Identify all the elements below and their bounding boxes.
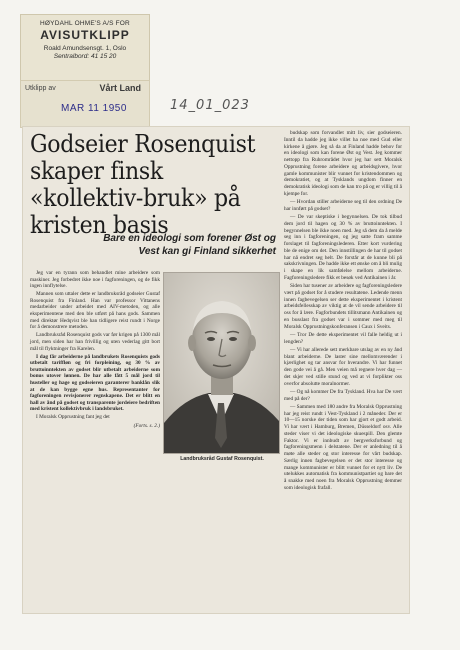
paragraph: — De var skeptiske i begynnelsen. De tok tilbud dem jord til hagen og 30 % av bruttoinntekten. I begynnelsen ble ikke noen med. Jeg så dem da å melde seg inn i fagforeningen, og jeg satte fram samme forslaget til fagforeningslederen. Etter kort vurdering ble de enige om det. Den innstillingen de har til godset har nå endret seg helt. De forstår at de kunne bli på sakskrivningen. De hadde ikke ett ønske om å bli mulig i skape en lik samfølelse mellom arbeiderne. Fagforeningsledere fikk et besøk ved Antikainen i år. — [284, 214, 402, 281]
portrait-photo — [163, 272, 280, 454]
agency-phone: Sentralbord: 41 15 20 — [53, 53, 117, 60]
paragraph: — Hvordan stiller arbeiderne seg til den ordning De har innført på godset? — [284, 199, 402, 212]
agency-name: HØYDAHL OHME'S A/S FOR — [40, 20, 130, 27]
clipping-date-stamp: MAR 11 1950 — [61, 103, 127, 114]
paragraph: — Og nå kommer De fra Tyskland. Hva har De vært med på der? — [284, 388, 402, 402]
paragraph: Jeg var en tyrann som behandlet mine arbeidere som maskiner. Jeg forbedret ikke noe i fagforeningen, og de fikk ingen innflytelse. — [30, 270, 160, 290]
paragraph: Landbruksråd Rosenquist gods var før krigen på 1300 mål jord, men siden har han frivillig og uten vederlag gitt bort mål til flyktninger fra Karelen. — [30, 332, 160, 352]
article-subhead: Bare en ideologi som forener Øst og Vest kan gi Finland sikkerhet — [103, 233, 276, 257]
continued-note: (Forts. s. 2.) — [133, 422, 160, 429]
paragraph: — Sammen med 180 andre fra Moralsk Opprustning har jeg reist rundt i Vest-Tyskland i 2 måneder. Der er 10—15 norske der tiden som har gjort et godt arbeid. Vi har vært i Hamburg, Bremen, Düsseldorf osv. Alle steder viser vi det ideologiske skuespill. Den glemte Faktor. Vi er innbudt av bergverksforbund og fagforeningsmenn i delstatene. Der er anledning til å møte alle steder og stor interesse for vårt budskap. Særlig innen fagbevegelsen er det stor interesse og mange kommunister er blitt vunnet for et nytt liv. De utelukkes automatisk fra kommunistpartiet og bare det å snakke med noen fra Moralsk Opprustning demmer som ideologisk frafall. — [284, 403, 402, 491]
photo-caption: Landbruksråd Gustaf Rosenquist. — [180, 456, 264, 462]
article-left-column — [30, 270, 160, 431]
article-right-column — [284, 130, 402, 493]
archive-number: 14_01_023 — [170, 98, 250, 113]
paragraph: budskap som forvandlet mitt liv, sier godseieren. Inntil da hadde jeg ikke villet ha noe med Gud eller kirkene å gjøre. Jeg så da at Finland hadde behov for en ideologi som kan forene Øst og Vest. Jeg kommer nettopp fra Ruhrområdet hvor jeg har sett Moralsk Opprustning forene arbeidere og arbeidsgivere, hvor gamle kommunister blir vunnet for kristendommen og demokratiet, og at Tysklands ungdom finner en demokratisk ideologi som de kan tro på og er villig til å kjempe for. — [284, 130, 402, 197]
portrait-image — [164, 273, 279, 453]
paragraph: — Vi har allerede sett merkbare utslag av en ny ånd blant arbeiderne. De laster sine mellomværender i kjærlighet og tar ansvar for hverandre. Vi har funnet den gode vei å gå. Men veien må regnere hver dag — det skjer ved stille stund og ved at vi forplikter oss overfor absolutte moralnormer. — [284, 346, 402, 387]
paragraph-bold: I dag får arbeiderne på landbrukets Rosenquists gods utbetalt tariffløn og fri forpleining, og 30 % av bruttoinntekten av godset blir utbetalt arbeiderne som bonus utover lønnen. De har alle fått 5 mål jord til husteller og hage og godseieren garanterer banklån slik at de kan bygge egne hus. Representanter for fagforeningen revisjonerer regnskapene. Det er blitt en hall av ånd på godset og transparente jordeiere bedriften med kristent kollektivbruk i landsbruket. — [30, 353, 160, 413]
utklipp-label: Utklipp av — [25, 85, 56, 92]
paragraph: I Moralsk Opprustning fant jeg det — [36, 414, 110, 421]
paragraph: Siden har tusener av arbeidere og fagforeningsledere vært på godset for å studere resultatene. Ledende menn innen fagbevegelsen ser dette eksperimentet i kristent arbeidsfellesskap av viktig at de vil sende arbeidere til oss for å lære. Fagforbundets tillitsmann Antikainen og en busslast fra godset var i sommer med meg til Moralsk Opprustningskonferansen i Caux i Sveits. — [284, 283, 402, 330]
paragraph: — Tror De dette eksperimentet vil falle heldig ut i lengden? — [284, 331, 402, 345]
agency-address: Roald Amundsensgt. 1, Oslo — [43, 45, 127, 52]
agency-title: AVISUTKLIPP — [40, 28, 130, 42]
paragraph: Mannen som uttaler dette er landbruksråd godseier Gustaf Rosenquist fra Finland. Han var professor Vittanens medarbeider under arbeidet med AIV-metoden, og alle eksperimentene med den ble utført på hans gods. Sammen med direktør Hedqvist ble han tidligere reist rundt i Norge for å demonstrere metoden. — [30, 291, 160, 331]
newspaper-name: Vårt Land — [99, 83, 141, 93]
article-headline: Godseier Rosenquist skaper finsk «kollektiv-bruk» på kristen basis — [30, 129, 256, 239]
clipping-info-label — [20, 80, 150, 128]
clipping-agency-stamp — [20, 14, 150, 82]
